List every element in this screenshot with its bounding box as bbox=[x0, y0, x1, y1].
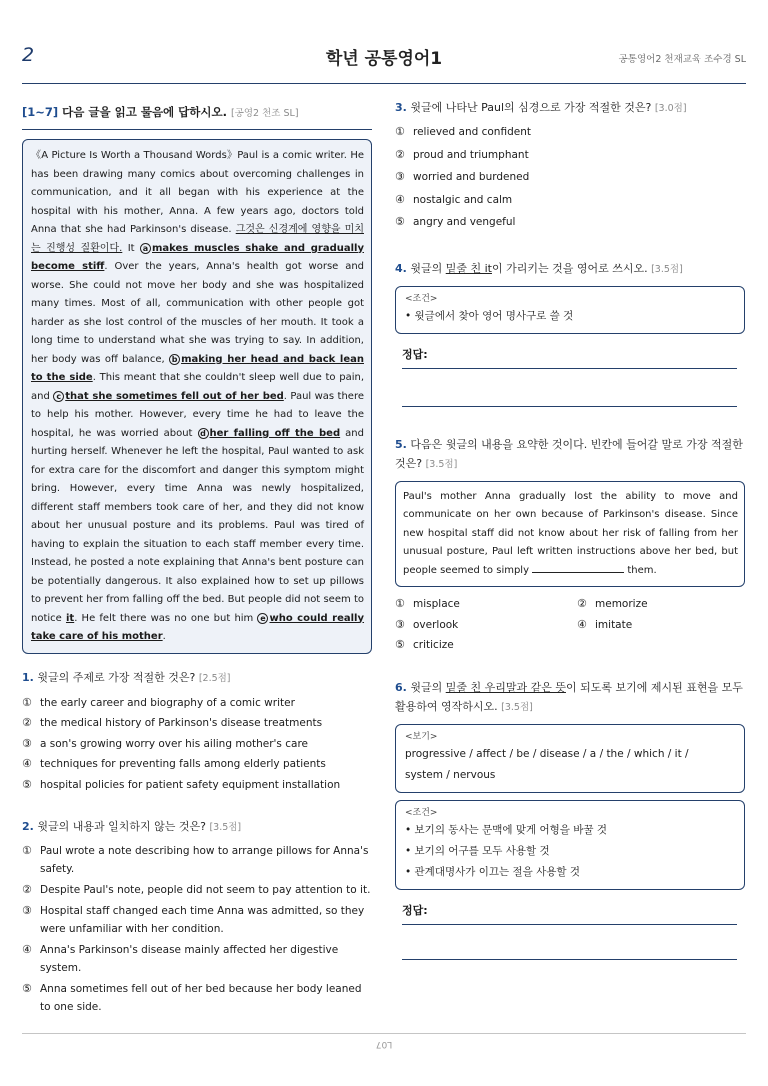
option-marker: ③ bbox=[395, 617, 405, 631]
bogi-words: system / nervous bbox=[405, 768, 496, 781]
option-marker: ⑤ bbox=[395, 215, 405, 228]
bogi-box bbox=[395, 724, 745, 793]
answer-option[interactable] bbox=[395, 635, 577, 656]
option-text: Despite Paul's note, people did not seem to pay attention to it. bbox=[40, 884, 371, 896]
passage-text: . bbox=[162, 631, 166, 642]
instruction-range: [1~7] bbox=[22, 105, 59, 119]
bogi-words: progressive / affect / be / disease / a / the / which / it / bbox=[405, 747, 689, 760]
underlined-phrase-b: making her head and back lean to the side bbox=[31, 353, 364, 383]
marker-c: c bbox=[53, 391, 64, 402]
answer-option[interactable] bbox=[395, 189, 745, 212]
answer-options bbox=[395, 594, 745, 656]
answer-options bbox=[22, 842, 372, 1019]
answer-options bbox=[395, 121, 745, 234]
question-6 bbox=[395, 678, 745, 960]
option-text: Anna sometimes fell out of her bed because her body leaned to one side. bbox=[40, 983, 362, 1013]
reading-passage bbox=[22, 139, 372, 654]
bogi-label: <보기> bbox=[405, 731, 438, 742]
option-text: proud and triumphant bbox=[413, 148, 529, 161]
option-text: Hospital staff changed each time Anna was admitted, so they were unfamiliar with her condition. bbox=[40, 905, 365, 935]
answer-option[interactable] bbox=[395, 594, 577, 615]
option-marker: ② bbox=[22, 716, 32, 729]
passage-text: It bbox=[122, 242, 140, 254]
question-stem bbox=[395, 98, 745, 118]
option-text: angry and vengeful bbox=[413, 216, 516, 228]
question-stem bbox=[395, 678, 745, 717]
option-text: relieved and confident bbox=[413, 126, 531, 138]
condition-box bbox=[395, 286, 745, 334]
answer-option[interactable] bbox=[22, 713, 372, 734]
condition-label: <조건> bbox=[405, 807, 438, 818]
summary-text: them. bbox=[624, 564, 657, 576]
option-text: hospital policies for patient safety equipment installation bbox=[40, 778, 341, 791]
question-text: 윗글에 나타난 Paul의 심경으로 가장 적절한 것은? bbox=[410, 101, 652, 114]
condition-box bbox=[395, 800, 745, 890]
option-text: techniques for preventing falls among elderly patients bbox=[40, 758, 326, 770]
right-column bbox=[395, 98, 745, 960]
condition-item: • 보기의 동사는 문맥에 맞게 어형을 바꿀 것 bbox=[405, 823, 607, 836]
passage-text: and hurting herself. Whenever he left the hospital, Paul wanted to ask for extra care for the discomfort and danger this symptom might bring. However, every time Anna was newly hospitalized, different staff members took care of her, and they did not know about her unusual posture and its problems. Paul was tired of having to explain the situation to each staff member every time. Instead, he posted a note explaining that Anna's bent posture can be potentially dangerous. It also explained how to set up pillows to prevent her from falling off the bed. But people did not seem to notice bbox=[31, 427, 364, 624]
option-marker: ③ bbox=[395, 170, 405, 183]
option-text: Paul wrote a note describing how to arrange pillows for Anna's safety. bbox=[40, 845, 369, 875]
summary-box bbox=[395, 481, 745, 588]
instruction-heading bbox=[22, 104, 372, 130]
question-points: [3.5점] bbox=[651, 263, 683, 275]
option-text: Anna's Parkinson's disease mainly affected her digestive system. bbox=[40, 944, 339, 974]
answer-line[interactable] bbox=[402, 406, 737, 407]
answer-option[interactable] bbox=[395, 166, 745, 189]
option-marker: ② bbox=[577, 597, 587, 610]
left-column bbox=[22, 104, 372, 1019]
question-number: 2. bbox=[22, 820, 34, 833]
question-points: [3.0점] bbox=[654, 103, 687, 114]
page-subtitle: 공통영어2 천재교육 조수경 SL bbox=[618, 54, 746, 65]
question-4 bbox=[395, 259, 745, 407]
marker-a: a bbox=[140, 243, 151, 254]
answer-option[interactable] bbox=[395, 121, 745, 144]
underlined-phrase-d: her falling off the bed bbox=[209, 427, 341, 439]
question-number: 6. bbox=[395, 680, 407, 694]
option-text: memorize bbox=[595, 598, 648, 610]
option-marker: ⑤ bbox=[22, 982, 32, 995]
underlined-phrase-e: who could really take care of his mother bbox=[31, 612, 365, 642]
passage-text: 《A Picture Is Worth a Thousand Words》Paul is a comic writer. He has been drawing many comics about overcoming challenges in communication, and it all began with his experience at the hospital with his mother, Anna. A few years ago, doctors told Anna that she had Parkinson's disease. bbox=[31, 150, 364, 235]
page-title: 학년 공통영어1 bbox=[325, 49, 443, 69]
answer-option[interactable] bbox=[577, 594, 745, 615]
question-text: 윗글의 bbox=[410, 261, 446, 275]
answer-line[interactable] bbox=[402, 959, 737, 960]
page-number: 2 bbox=[22, 44, 35, 66]
option-marker: ③ bbox=[22, 904, 32, 917]
option-marker: ③ bbox=[22, 736, 32, 750]
question-points: [3.5점] bbox=[425, 458, 458, 470]
answer-option[interactable] bbox=[395, 144, 745, 167]
option-text: a son's growing worry over his ailing mother's care bbox=[40, 737, 308, 750]
option-marker: ① bbox=[395, 597, 405, 610]
marker-d: d bbox=[198, 428, 209, 439]
answer-option[interactable] bbox=[395, 615, 577, 636]
answer-option[interactable] bbox=[577, 615, 745, 636]
question-number: 1. bbox=[22, 670, 34, 684]
option-marker: ⑤ bbox=[22, 777, 32, 791]
answer-option[interactable] bbox=[22, 754, 372, 775]
option-text: the medical history of Parkinson's disease treatments bbox=[40, 717, 323, 729]
question-stem bbox=[22, 817, 372, 837]
underlined-phrase-c: that she sometimes fell out of her bed bbox=[65, 390, 284, 402]
question-points: [2.5점] bbox=[198, 672, 231, 684]
page-footer: L07 bbox=[375, 1039, 393, 1049]
option-text: overlook bbox=[413, 618, 459, 631]
option-marker: ④ bbox=[577, 617, 587, 631]
condition-item: • 보기의 어구를 모두 사용할 것 bbox=[405, 844, 550, 857]
question-2 bbox=[22, 817, 372, 1019]
answer-options bbox=[22, 693, 372, 796]
answer-option[interactable] bbox=[22, 775, 372, 796]
question-number: 5. bbox=[395, 437, 407, 451]
instruction-text: 다음 글을 읽고 물음에 답하시오. bbox=[62, 105, 227, 119]
passage-text: . Paul was there to help his mother. However, every time he had to leave the hospital, he was worried about bbox=[31, 390, 364, 439]
passage-text: . Over the years, Anna's health got worse and worse. She could not move her body and she was hospitalized many times. Most of all, communication with other people got harder as she lost control of the muscles of her mouth. It took a long time to understand what she was trying to say. In addition, her body was off balance, bbox=[31, 261, 365, 365]
answer-option[interactable] bbox=[395, 211, 745, 234]
option-marker: ⑤ bbox=[395, 638, 405, 651]
answer-label: 정답: bbox=[402, 347, 428, 361]
question-number: 3. bbox=[395, 101, 407, 114]
korean-underlined-sentence: 그것은 신경계에 영향을 미치는 진행성 질환이다. bbox=[31, 224, 364, 254]
answer-line[interactable] bbox=[402, 924, 737, 925]
option-marker: ④ bbox=[395, 192, 405, 206]
answer-option[interactable] bbox=[22, 693, 372, 714]
question-stem bbox=[22, 668, 372, 688]
answer-line[interactable] bbox=[402, 368, 737, 369]
marker-e: e bbox=[257, 613, 268, 624]
question-3 bbox=[395, 98, 745, 234]
option-marker: ② bbox=[395, 147, 405, 161]
answer-label: 정답: bbox=[402, 903, 428, 917]
summary-blank bbox=[532, 563, 624, 573]
answer-option[interactable] bbox=[22, 842, 372, 881]
passage-text: . This meant that she couldn't sleep well due to pain, and bbox=[31, 372, 364, 402]
instruction-source: [공영2 천조 SL] bbox=[231, 108, 299, 119]
answer-option[interactable] bbox=[22, 902, 372, 941]
summary-text: Paul's mother Anna gradually lost the ability to move and communicate on her own because of Parkinson's disease. Since new hospital staff did not know about her risk of falling from her unusual posture, Paul left written instructions above her bed, but people seemed to simply bbox=[403, 490, 738, 576]
question-number: 4. bbox=[395, 261, 407, 275]
question-text-underlined: 밑줄 친 우리말과 같은 뜻 bbox=[445, 680, 566, 694]
question-text: 다음은 윗글의 내용을 요약한 것이다. 빈칸에 들어갈 말로 가장 적절한 것은? bbox=[395, 437, 743, 470]
option-marker: ④ bbox=[22, 943, 32, 956]
question-5 bbox=[395, 435, 745, 656]
underlined-it: it bbox=[65, 612, 75, 624]
marker-b: b bbox=[169, 354, 180, 365]
condition-label: <조건> bbox=[405, 293, 438, 304]
question-text: 이 가리키는 것을 영어로 쓰시오. bbox=[491, 261, 648, 275]
question-text: 윗글의 bbox=[410, 680, 446, 694]
option-text: imitate bbox=[595, 618, 633, 631]
option-text: criticize bbox=[413, 639, 454, 651]
answer-option[interactable] bbox=[22, 941, 372, 980]
question-stem bbox=[395, 435, 745, 474]
question-1 bbox=[22, 668, 372, 796]
footer-divider bbox=[22, 1033, 746, 1034]
question-text-underlined: 밑줄 친 it bbox=[445, 261, 492, 275]
option-marker: ① bbox=[395, 125, 405, 138]
condition-item: • 윗글에서 찾아 영어 명사구로 쓸 것 bbox=[405, 309, 574, 322]
option-marker: ① bbox=[22, 695, 32, 709]
passage-text: . He felt there was no one but him bbox=[74, 612, 258, 624]
question-points: [3.5점] bbox=[501, 701, 533, 713]
question-text: 이 되도록 보기에 제시된 표현을 모두 활용하여 영작하시오. bbox=[395, 680, 743, 713]
page-header bbox=[22, 40, 746, 84]
underlined-phrase-a: makes muscles shake and gradually become stiff bbox=[31, 242, 364, 272]
option-text: worried and burdened bbox=[413, 171, 530, 183]
option-marker: ① bbox=[22, 844, 32, 857]
option-marker: ④ bbox=[22, 757, 32, 770]
question-text: 윗글의 주제로 가장 적절한 것은? bbox=[37, 670, 196, 684]
answer-option[interactable] bbox=[22, 734, 372, 755]
answer-option[interactable] bbox=[22, 980, 372, 1019]
option-text: misplace bbox=[413, 598, 460, 610]
option-text: the early career and biography of a comic writer bbox=[40, 696, 295, 709]
option-text: nostalgic and calm bbox=[413, 193, 513, 206]
question-text: 윗글의 내용과 일치하지 않는 것은? bbox=[37, 820, 206, 833]
option-marker: ② bbox=[22, 883, 32, 896]
question-stem bbox=[395, 259, 745, 279]
condition-item: • 관계대명사가 이끄는 절을 사용할 것 bbox=[405, 865, 581, 878]
answer-option[interactable] bbox=[22, 881, 372, 902]
question-points: [3.5점] bbox=[209, 822, 242, 833]
